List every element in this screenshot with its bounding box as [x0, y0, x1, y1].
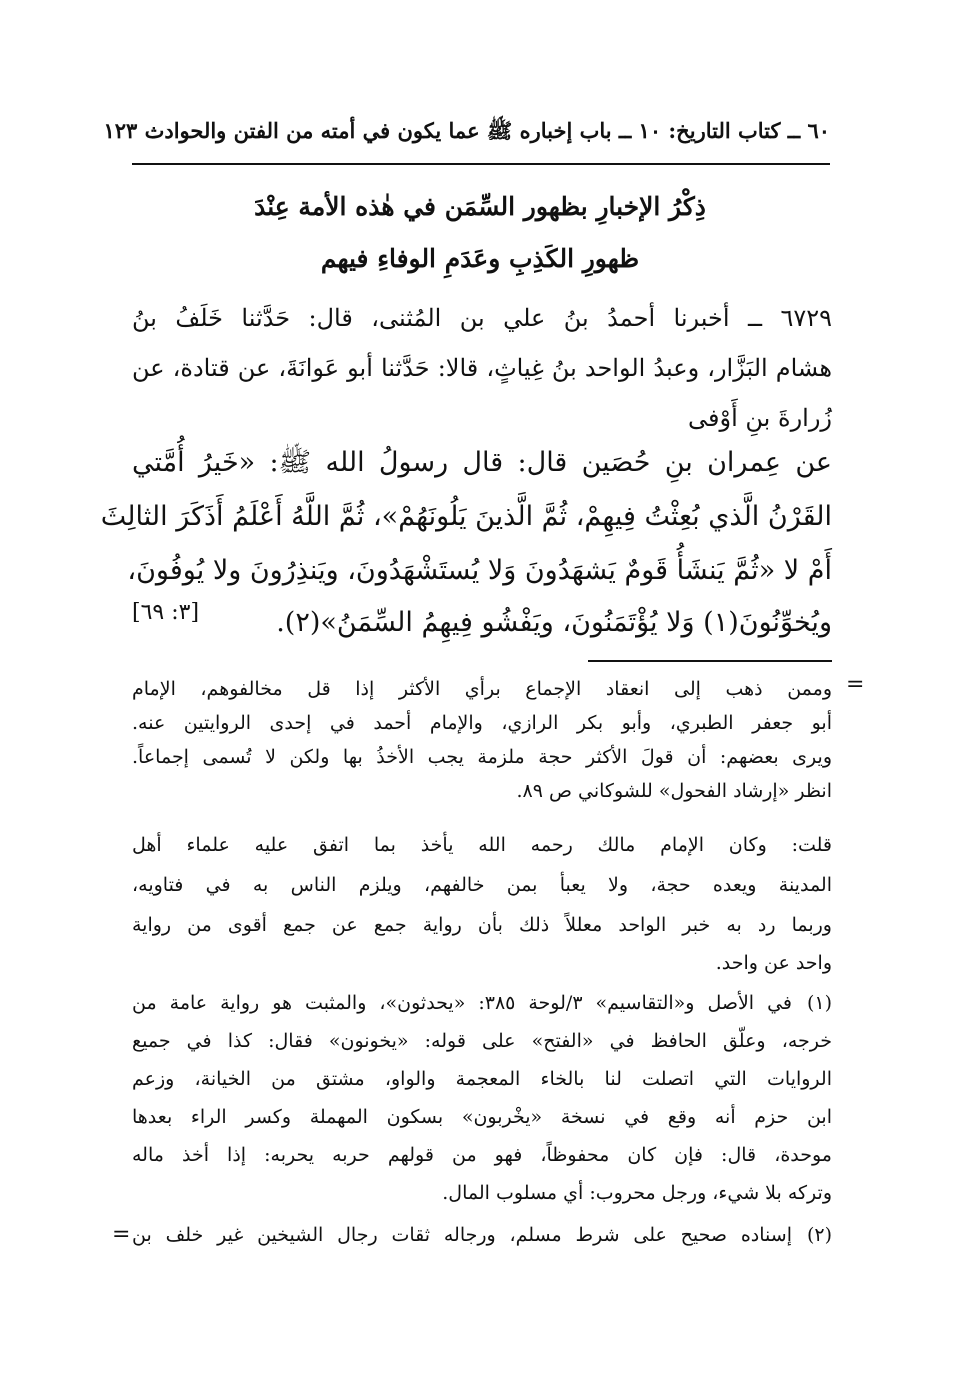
footnote-1-line: ابن حزم أنه وقع في نسخة «يخْربون» بسكون المهملة وكسر الراء بعدها [132, 1106, 832, 1128]
footnote-line: أبو جعفر الطبري، وأبو بكر الرازي، والإمام أحمد في إحدى الروايتين عنه. [132, 712, 832, 734]
continuation-mark-top: = [846, 672, 865, 697]
footnote-line: وربما رد به خبر الواحد معللاً ذلك بأن رواية جمع عن جمع أقوى من رواية [132, 914, 832, 936]
footnote-1-line: خرجه، وعلّق الحافظ في «الفتح» على قوله: «يخونون» فقال: كذا في جميع [132, 1030, 832, 1052]
running-head: ٦٠ ــ كتاب التاريخ: ١٠ ــ باب إخباره ﷺ عما يكون في أمته من الفتن والحوادث ١٢٣ [103, 118, 830, 143]
footnote-1-line: موحدة، قال: فإن كان محفوظاً، فهو من قولهم حربه يحربه: إذا أخذ ماله [132, 1144, 832, 1166]
footnote-1-number: (١) [806, 992, 832, 1014]
footnote-rule [588, 660, 832, 662]
footnote-1-line: في الأصل و«التقاسيم» ٣/لوحة ٣٨٥: «يحدثون»، والمثبت هو رواية عامة من [132, 992, 792, 1014]
section-title-line-2: ظهورِ الكَذِبِ وعَدَمِ الوفاءِ فيهم [320, 244, 640, 273]
isnad-line: زُرارةَ بنِ أَوْفى [688, 404, 832, 432]
footnote-line: قلت: وكان الإمام مالك رحمه الله يأخذ بما اتفق عليه علماء أهل [132, 834, 832, 856]
footnote-2-number: (٢) [806, 1224, 832, 1246]
section-title-line-1: ذِكْرُ الإخبارِ بظهور السِّمَن في هٰذه الأمة عِنْدَ [254, 192, 706, 221]
isnad-line: هشام البَزَّار، وعبدُ الواحد بنُ غِياثٍ، قالا: حَدَّثنا أبو عَوانَةَ، عن قتادة، عن [132, 354, 832, 382]
matn-line: أَمْ لا «ثُمَّ يَنشَأُ قَومٌ يَشهَدُونَ وَلا يُستَشْهَدُونَ، ويَنذِرُونَ ولا يُوفُونَ، [127, 555, 832, 586]
matn-line: عن عِمران بنِ حُصَين قال: قال رسولُ الله ﷺ: «خَيرُ أُمَّتي [132, 447, 832, 478]
footnote-line: المدينة ويعده حجة، ولا يعبأ بمن خالفهم، ويلزم الناس به في فتاويه، [132, 874, 833, 896]
footnote-line: ويرى بعضهم: أن قولَ الأكثر حجة ملزمة يجب الأخذُ بها ولكن لا تُسمى إجماعاً. [132, 746, 832, 768]
footnote-1-line: الروايات التي اتصلت لنا بالخاء المعجمة والواو، مشتق من الخيانة، وزعم [132, 1068, 832, 1090]
footnote-line: انظر «إرشاد الفحول» للشوكاني ص ٨٩. [516, 780, 832, 802]
header-rule [132, 163, 830, 165]
matn-line: ويُخوِّنُونَ(١) وَلا يُؤْتَمَنُونَ، ويَفْشُو فِيهِمُ السِّمَنُ»(٢). [276, 607, 832, 638]
footnote-2-line: إسناده صحيح على شرط مسلم، ورجاله ثقات رجال الشيخين غير خلف بن [132, 1224, 792, 1246]
footnote-line: واحد عن واحد. [715, 952, 832, 974]
isnad-line: ٦٧٢٩ ــ أخبرنا أحمدُ بنُ علي بن المُثنى، قال: حَدَّثنا خَلَفُ بنُ [132, 304, 832, 332]
continuation-mark-bottom: = [112, 1222, 131, 1247]
matn-line: القَرْنُ الَّذي بُعِثْتُ فِيهِمْ، ثُمَّ الَّذينَ يَلُونَهُمْ»، ثُمَّ اللَّهُ أَعْلَمُ أَذَكَرَ الثالِثَ [100, 501, 832, 532]
hadith-reference: [٣: ٦٩] [132, 600, 200, 625]
footnote-line: وممن ذهب إلى انعقاد الإجماع برأي الأكثر إذا قل مخالفوهم، الإمام [132, 678, 832, 700]
footnote-1-line: وتركه بلا شيء، ورجل محروب: أي مسلوب المال. [442, 1182, 832, 1204]
